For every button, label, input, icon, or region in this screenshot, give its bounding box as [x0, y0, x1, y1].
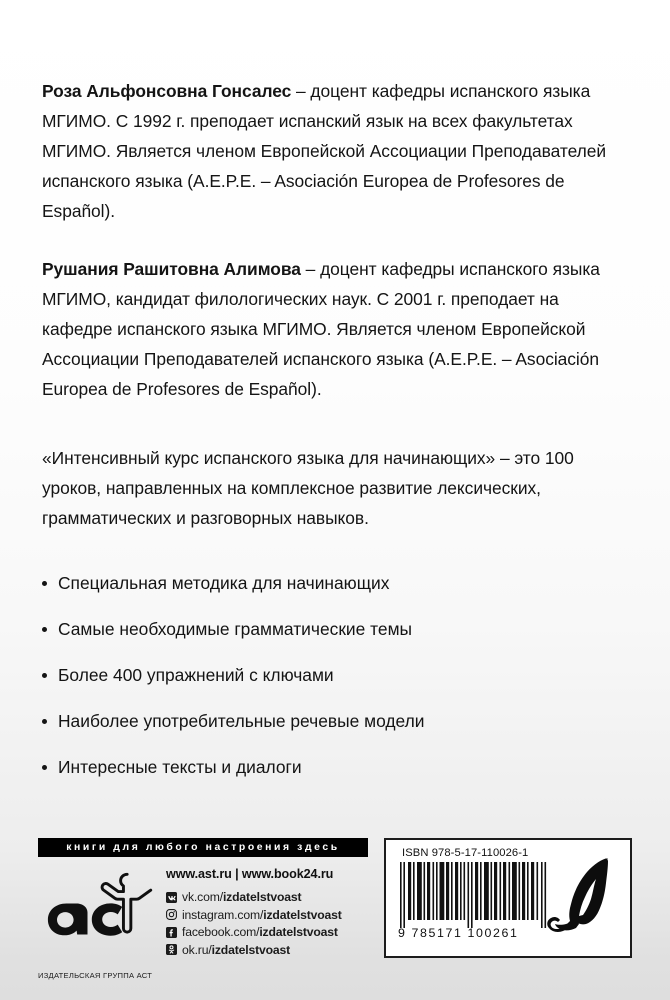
social-link-ok-label: ok.ru/izdatelstvoast: [182, 942, 291, 957]
facebook-icon: [166, 927, 177, 938]
bullet-dot-icon: [42, 627, 47, 632]
social-link-vk-label: vk.com/izdatelstvoast: [182, 890, 302, 904]
list-item-label: Самые необходимые грамматические темы: [58, 619, 413, 639]
list-item-label: Специальная методика для начинающих: [58, 573, 390, 593]
list-item: [42, 756, 632, 778]
publisher-links: [166, 867, 376, 960]
author-name-1: Роза Альфонсовна Гонсалес: [42, 81, 292, 101]
author-bio-1: [42, 76, 632, 226]
social-link-facebook[interactable]: [166, 925, 376, 939]
social-link-instagram-label: instagram.com/izdatelstvoast: [182, 907, 342, 922]
vk-icon: [166, 892, 177, 903]
ok-icon: [166, 944, 177, 955]
list-item-label: Интересные тексты и диалоги: [58, 757, 302, 777]
social-link-instagram[interactable]: [166, 908, 376, 922]
social-link-facebook-label: facebook.com/izdatelstvoast: [182, 925, 338, 939]
author-bio-1-text: – доцент кафедры испанского языка МГИМО. С 1992 г. преподает испанский язык на всех факультетах МГИМО. Является членом Европейской Ассоциации Преподавателей испанского языка (A.E.P.E. – Asociación Europea de Profesores de Español).: [42, 81, 607, 221]
bullet-dot-icon: [42, 765, 47, 770]
isbn-label: ISBN 978-5-17-110026-1: [402, 847, 529, 859]
list-item: [42, 572, 632, 594]
social-link-ok[interactable]: [166, 943, 376, 957]
list-item: [42, 710, 632, 732]
social-link-vk[interactable]: [166, 890, 376, 904]
publisher-tagline-banner: книги для любого настроения здесь: [38, 838, 368, 857]
bullet-dot-icon: [42, 719, 47, 724]
feather-quill-icon: [546, 850, 618, 950]
publisher-websites[interactable]: www.ast.ru | www.book24.ru: [166, 867, 334, 881]
bullet-dot-icon: [42, 673, 47, 678]
feature-list: [42, 572, 632, 778]
cover-footer: [0, 830, 670, 1000]
barcode-digits: 9 785171 100261: [398, 926, 519, 940]
publisher-caption: ИЗДАТЕЛЬСКАЯ ГРУППА АСТ: [38, 971, 153, 980]
barcode-panel: [384, 838, 632, 958]
instagram-icon: [166, 909, 177, 920]
author-bio-2-text: – доцент кафедры испанского языка МГИМО, кандидат филологических наук. С 2001 г. преподает на кафедре испанского языка МГИМО. Является членом Европейской Ассоциации Преподавателей испанского языка (A.E.P.E. – Asociación Europea de Profesores de Español).: [42, 259, 600, 399]
publisher-block: [38, 838, 370, 980]
list-item: [42, 618, 632, 640]
list-item-label: Наиболее употребительные речевые модели: [58, 711, 425, 731]
author-name-2: Рушания Рашитовна Алимова: [42, 259, 301, 279]
list-item: [42, 664, 632, 686]
bullet-dot-icon: [42, 581, 47, 586]
author-bio-2: [42, 254, 632, 404]
publisher-body: [38, 867, 370, 980]
ean13-barcode: [398, 862, 550, 928]
ast-logo: [42, 867, 160, 947]
cover-text-content: [42, 76, 632, 533]
list-item-label: Более 400 упражнений с ключами: [58, 665, 334, 685]
book-blurb: «Интенсивный курс испанского языка для начинающих» – это 100 уроков, направленных на комплексное развитие лексических, грамматических и разговорных навыков.: [42, 448, 574, 528]
